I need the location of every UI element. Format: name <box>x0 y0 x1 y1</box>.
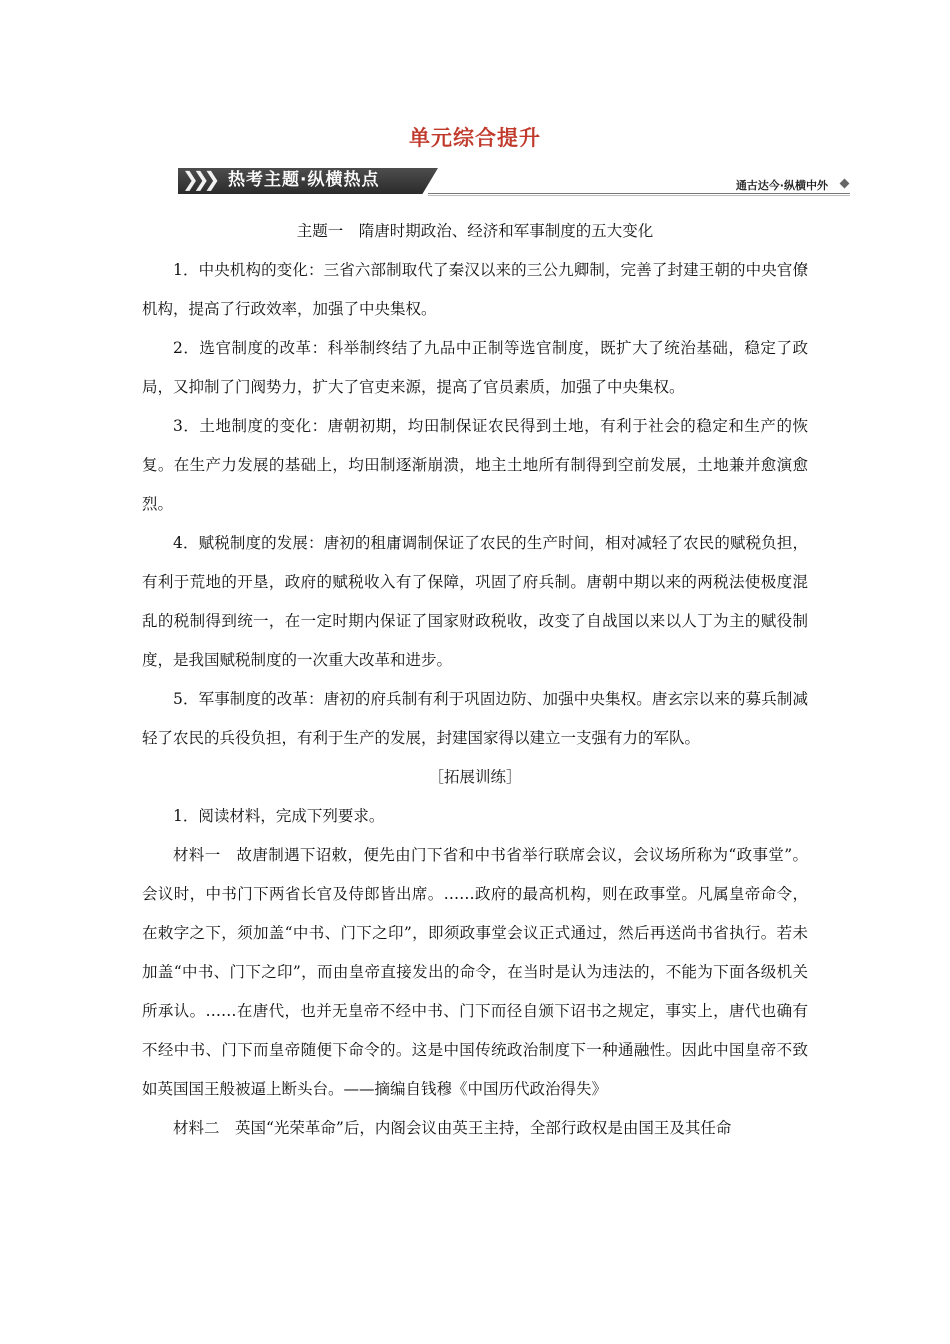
exercise-heading: ［拓展训练］ <box>428 768 522 786</box>
point-paragraph: 4．赋税制度的发展：唐初的租庸调制保证了农民的生产时间，相对减轻了农民的赋税负担，有利于荒地的开垦，政府的赋税收入有了保障，巩固了府兵制。唐朝中期以来的两税法使极度混乱的税制得到统一，在一定时期内保证了国家财政税收，改变了自战国以来以人丁为主的赋役制度，是我国赋税制度的一次重大改革和进步。 <box>142 534 808 669</box>
document-body <box>142 212 808 1148</box>
banner-divider <box>428 193 850 194</box>
point-paragraph: 5．军事制度的改革：唐初的府兵制有利于巩固边防、加强中央集权。唐玄宗以来的募兵制减轻了农民的兵役负担，有利于生产的发展，封建国家得以建立一支强有力的军队。 <box>142 690 808 747</box>
chevron-right-icon: ❯❯❯ <box>182 167 215 191</box>
diamond-icon <box>840 179 850 189</box>
banner-label: 热考主题·纵横热点 <box>228 170 380 190</box>
material-paragraph: 材料一 故唐制遇下诏敕，便先由门下省和中书省举行联席会议，会议场所称为“政事堂”。会议时，中书门下两省长官及侍郎皆出席。……政府的最高机构，则在政事堂。凡属皇帝命令，在敕字之下，须加盖“中书、门下之印”，即须政事堂会议正式通过，然后再送尚书省执行。若未加盖“中书、门下之印”，而由皇帝直接发出的命令，在当时是认为违法的，不能为下面各级机关所承认。……在唐代，也并无皇帝不经中书、门下而径自颁下诏书之规定，事实上，唐代也确有不经中书、门下而皇帝随便下命令的。这是中国传统政治制度下一种通融性。因此中国皇帝不致如英国国王般被逼上断头台。——摘编自钱穆《中国历代政治得失》 <box>142 846 808 1098</box>
material-paragraph: 材料二 英国“光荣革命”后，内阁会议由英王主持，全部行政权是由国王及其任命 <box>173 1119 732 1137</box>
point-paragraph: 2．选官制度的改革：科举制终结了九品中正制等选官制度，既扩大了统治基础，稳定了政局，又抑制了门阀势力，扩大了官吏来源，提高了官员素质，加强了中央集权。 <box>142 339 808 396</box>
page-title: 单元综合提升 <box>409 126 541 150</box>
section-banner <box>178 166 850 196</box>
banner-divider <box>428 195 850 196</box>
point-paragraph: 3．土地制度的变化：唐朝初期，均田制保证农民得到土地，有利于社会的稳定和生产的恢复。在生产力发展的基础上，均田制逐渐崩溃，地主土地所有制得到空前发展，土地兼并愈演愈烈。 <box>142 417 808 513</box>
question-text: 1．阅读材料，完成下列要求。 <box>173 807 385 825</box>
banner-slogan: 通古达今·纵横中外 <box>735 179 828 192</box>
topic-heading: 主题一 隋唐时期政治、经济和军事制度的五大变化 <box>296 222 654 240</box>
point-paragraph: 1．中央机构的变化：三省六部制取代了秦汉以来的三公九卿制，完善了封建王朝的中央官僚机构，提高了行政效率，加强了中央集权。 <box>142 261 808 318</box>
